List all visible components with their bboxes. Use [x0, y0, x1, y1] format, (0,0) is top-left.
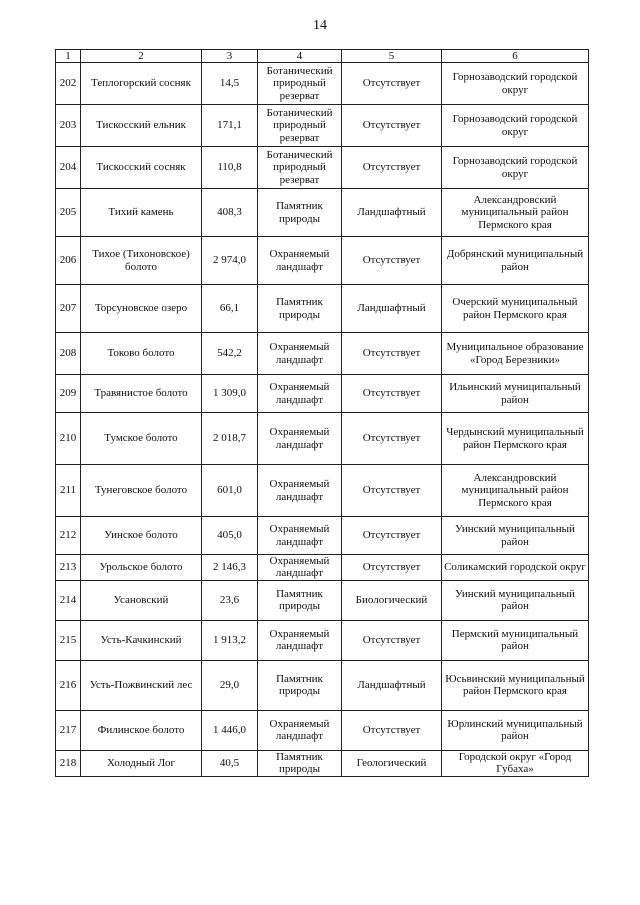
area-size-cell: 601,0 [202, 465, 258, 517]
profile-cell: Отсутствует [342, 555, 442, 581]
table-row [56, 517, 589, 555]
row-number-cell: 205 [56, 189, 81, 237]
area-size-cell: 2 146,3 [202, 555, 258, 581]
area-size-cell: 1 913,2 [202, 620, 258, 660]
area-size-cell: 408,3 [202, 189, 258, 237]
profile-cell: Отсутствует [342, 333, 442, 375]
area-size-cell: 2 974,0 [202, 237, 258, 285]
table-row [56, 465, 589, 517]
area-size-cell: 14,5 [202, 63, 258, 105]
area-name-cell: Теплогорский сосняк [81, 63, 202, 105]
category-cell: Охраняемый ландшафт [258, 413, 342, 465]
area-name-cell: Усть-Качкинский [81, 620, 202, 660]
row-number-cell: 216 [56, 660, 81, 710]
location-cell: Муниципальное образование «Город Березники» [442, 333, 589, 375]
area-name-cell: Травянистое болото [81, 375, 202, 413]
category-cell: Памятник природы [258, 660, 342, 710]
row-number-cell: 204 [56, 147, 81, 189]
area-size-cell: 29,0 [202, 660, 258, 710]
row-number-cell: 207 [56, 285, 81, 333]
row-number-cell: 209 [56, 375, 81, 413]
area-name-cell: Тискосский сосняк [81, 147, 202, 189]
area-name-cell: Филинское болото [81, 710, 202, 750]
area-name-cell: Уинское болото [81, 517, 202, 555]
category-cell: Ботанический природный резерват [258, 63, 342, 105]
area-name-cell: Торсуновское озеро [81, 285, 202, 333]
category-cell: Охраняемый ландшафт [258, 710, 342, 750]
area-name-cell: Холодный Лог [81, 750, 202, 776]
category-cell: Охраняемый ландшафт [258, 555, 342, 581]
area-name-cell: Тискосский ельник [81, 105, 202, 147]
area-size-cell: 1 446,0 [202, 710, 258, 750]
area-size-cell: 40,5 [202, 750, 258, 776]
profile-cell: Отсутствует [342, 413, 442, 465]
profile-cell: Отсутствует [342, 63, 442, 105]
category-cell: Охраняемый ландшафт [258, 333, 342, 375]
area-size-cell: 23,6 [202, 580, 258, 620]
location-cell: Соликамский городской округ [442, 555, 589, 581]
area-size-cell: 66,1 [202, 285, 258, 333]
profile-cell: Ландшафтный [342, 189, 442, 237]
area-name-cell: Тихий камень [81, 189, 202, 237]
column-header: 3 [202, 50, 258, 63]
category-cell: Ботанический природный резерват [258, 105, 342, 147]
table-row [56, 285, 589, 333]
profile-cell: Ландшафтный [342, 285, 442, 333]
table-row [56, 750, 589, 776]
area-size-cell: 1 309,0 [202, 375, 258, 413]
table-row [56, 105, 589, 147]
table-row [56, 555, 589, 581]
category-cell: Ботанический природный резерват [258, 147, 342, 189]
location-cell: Горнозаводский городской округ [442, 63, 589, 105]
row-number-cell: 211 [56, 465, 81, 517]
column-header: 2 [81, 50, 202, 63]
area-name-cell: Токово болото [81, 333, 202, 375]
location-cell: Уинский муниципальный район [442, 517, 589, 555]
category-cell: Охраняемый ландшафт [258, 620, 342, 660]
protected-areas-table [55, 49, 589, 777]
location-cell: Ильинский муниципальный район [442, 375, 589, 413]
location-cell: Городской округ «Город Губаха» [442, 750, 589, 776]
area-name-cell: Усановский [81, 580, 202, 620]
row-number-cell: 212 [56, 517, 81, 555]
location-cell: Горнозаводский городской округ [442, 105, 589, 147]
row-number-cell: 215 [56, 620, 81, 660]
table-row [56, 413, 589, 465]
column-header: 4 [258, 50, 342, 63]
location-cell: Уинский муниципальный район [442, 580, 589, 620]
area-name-cell: Урольское болото [81, 555, 202, 581]
area-name-cell: Тумское болото [81, 413, 202, 465]
profile-cell: Отсутствует [342, 147, 442, 189]
table-row [56, 620, 589, 660]
category-cell: Охраняемый ландшафт [258, 465, 342, 517]
area-name-cell: Усть-Пожвинский лес [81, 660, 202, 710]
profile-cell: Отсутствует [342, 375, 442, 413]
profile-cell: Отсутствует [342, 465, 442, 517]
area-size-cell: 405,0 [202, 517, 258, 555]
location-cell: Очерский муниципальный район Пермского края [442, 285, 589, 333]
row-number-cell: 208 [56, 333, 81, 375]
row-number-cell: 203 [56, 105, 81, 147]
location-cell: Пермский муниципальный район [442, 620, 589, 660]
row-number-cell: 206 [56, 237, 81, 285]
category-cell: Памятник природы [258, 750, 342, 776]
table-row [56, 189, 589, 237]
row-number-cell: 210 [56, 413, 81, 465]
location-cell: Юрлинский муниципальный район [442, 710, 589, 750]
table-row [56, 333, 589, 375]
row-number-cell: 218 [56, 750, 81, 776]
profile-cell: Отсутствует [342, 620, 442, 660]
area-size-cell: 110,8 [202, 147, 258, 189]
category-cell: Охраняемый ландшафт [258, 375, 342, 413]
row-number-cell: 213 [56, 555, 81, 581]
column-header: 1 [56, 50, 81, 63]
column-header: 5 [342, 50, 442, 63]
category-cell: Памятник природы [258, 580, 342, 620]
area-name-cell: Тунеговское болото [81, 465, 202, 517]
row-number-cell: 217 [56, 710, 81, 750]
category-cell: Памятник природы [258, 189, 342, 237]
table-body [56, 63, 589, 777]
table-row [56, 660, 589, 710]
profile-cell: Отсутствует [342, 517, 442, 555]
location-cell: Добрянский муниципальный район [442, 237, 589, 285]
profile-cell: Отсутствует [342, 237, 442, 285]
row-number-cell: 214 [56, 580, 81, 620]
page-number: 14 [313, 18, 327, 33]
column-header: 6 [442, 50, 589, 63]
table-row [56, 147, 589, 189]
location-cell: Александровский муниципальный район Пермского края [442, 465, 589, 517]
table-row [56, 237, 589, 285]
area-size-cell: 2 018,7 [202, 413, 258, 465]
location-cell: Чердынский муниципальный район Пермского края [442, 413, 589, 465]
profile-cell: Биологический [342, 580, 442, 620]
location-cell: Горнозаводский городской округ [442, 147, 589, 189]
location-cell: Юсьвинский муниципальный район Пермского края [442, 660, 589, 710]
location-cell: Александровский муниципальный район Пермского края [442, 189, 589, 237]
table-header-row [56, 50, 589, 63]
profile-cell: Отсутствует [342, 105, 442, 147]
area-name-cell: Тихое (Тихоновское) болото [81, 237, 202, 285]
category-cell: Охраняемый ландшафт [258, 237, 342, 285]
category-cell: Памятник природы [258, 285, 342, 333]
table-row [56, 375, 589, 413]
profile-cell: Отсутствует [342, 710, 442, 750]
area-size-cell: 542,2 [202, 333, 258, 375]
profile-cell: Ландшафтный [342, 660, 442, 710]
table-row [56, 710, 589, 750]
table-row [56, 63, 589, 105]
table-row [56, 580, 589, 620]
category-cell: Охраняемый ландшафт [258, 517, 342, 555]
area-size-cell: 171,1 [202, 105, 258, 147]
row-number-cell: 202 [56, 63, 81, 105]
profile-cell: Геологический [342, 750, 442, 776]
